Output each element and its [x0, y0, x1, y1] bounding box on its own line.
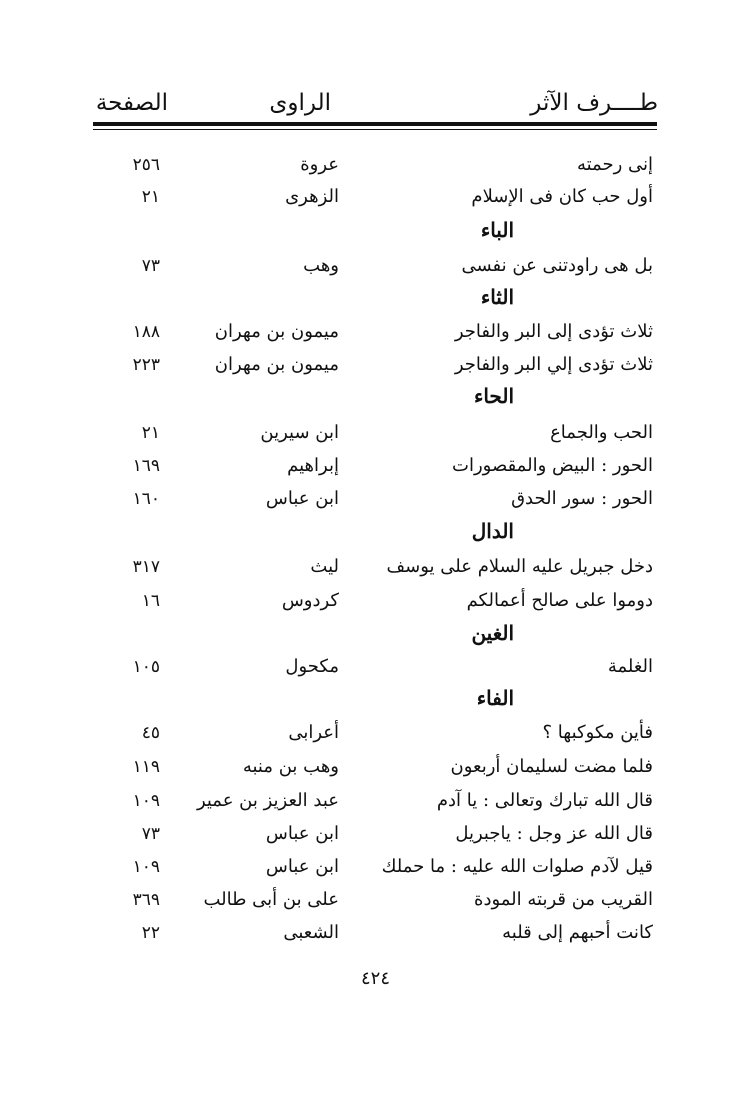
narrator-name: ميمون بن مهران: [214, 354, 339, 375]
page-ref: ٢٥٦: [132, 155, 160, 175]
narrator-name: ابن عباس: [265, 488, 339, 509]
page-ref: ١٦: [141, 591, 160, 611]
section-heading: الفاء: [476, 686, 514, 710]
athar-text: أول حب كان فى الإسلام: [471, 186, 653, 207]
page-ref: ٢٢: [141, 923, 160, 943]
page-ref: ١٠٩: [132, 791, 160, 811]
index-row: [0, 786, 751, 820]
athar-text: الحب والجماع: [550, 422, 653, 443]
page-ref: ٣١٧: [132, 557, 160, 577]
page-ref: ١١٩: [132, 757, 160, 777]
athar-text: قال الله عز وجل : ياجبريل: [455, 823, 653, 844]
narrator-name: ميمون بن مهران: [214, 321, 339, 342]
athar-text: كانت أحبهم إلى قلبه: [502, 922, 653, 943]
narrator-name: الشعبى: [283, 922, 339, 943]
index-row: [0, 150, 751, 184]
index-row: [0, 718, 751, 752]
page-ref: ٣٦٩: [132, 890, 160, 910]
narrator-name: على بن أبى طالب: [203, 889, 339, 910]
section-heading: الحاء: [473, 384, 514, 408]
index-row: [0, 819, 751, 853]
athar-text: بل هى راودتنى عن نفسى: [461, 255, 653, 276]
page-ref: ١٠٥: [132, 657, 160, 677]
section-heading: الغين: [471, 621, 514, 645]
athar-text: فلما مضت لسليمان أربعون: [450, 756, 653, 777]
page-number: ٤٢٤: [360, 968, 390, 989]
page-ref: ١٨٨: [132, 322, 160, 342]
page-ref: ٢١: [141, 423, 160, 443]
narrator-name: ابن سيرين: [260, 422, 339, 443]
narrator-name: ليث: [310, 556, 339, 577]
section-heading: الثاء: [480, 285, 514, 309]
narrator-name: الزهرى: [285, 186, 339, 207]
athar-text: قال الله تبارك وتعالى : يا آدم: [436, 790, 653, 811]
narrator-name: مكحول: [285, 656, 339, 677]
page-ref: ٤٥: [141, 723, 160, 743]
page-ref: ٢١: [141, 187, 160, 207]
column-header-page: الصفحة: [95, 90, 168, 116]
index-row: [0, 182, 751, 216]
athar-text: إنى رحمته: [576, 154, 653, 175]
athar-text: دوموا على صالح أعمالكم: [466, 590, 653, 611]
narrator-name: ابن عباس: [265, 856, 339, 877]
page-ref: ٧٣: [141, 824, 160, 844]
index-row: [0, 317, 751, 351]
narrator-name: عروة: [300, 154, 339, 175]
page-ref: ٢٢٣: [132, 355, 160, 375]
narrator-name: إبراهيم: [287, 455, 339, 476]
athar-text: الحور : البيض والمقصورات: [452, 455, 653, 476]
index-row: [0, 752, 751, 786]
page-ref: ١٦٠: [132, 489, 160, 509]
athar-text: الغلمة: [607, 656, 653, 677]
index-row: [0, 918, 751, 952]
index-row: [0, 652, 751, 686]
page-ref: ١٦٩: [132, 456, 160, 476]
narrator-name: وهب بن منبه: [242, 756, 339, 777]
narrator-name: أعرابى: [288, 722, 339, 743]
index-row: [0, 852, 751, 886]
index-row: [0, 251, 751, 285]
athar-text: القريب من قربته المودة: [474, 889, 653, 910]
athar-text: قيل لآدم صلوات الله عليه : ما حملك: [381, 856, 653, 877]
index-row: [0, 885, 751, 919]
narrator-name: ابن عباس: [265, 823, 339, 844]
index-row: [0, 418, 751, 452]
column-header-narrator: الراوى: [269, 90, 331, 116]
page-ref: ٧٣: [141, 256, 160, 276]
index-row: [0, 350, 751, 384]
athar-text: الحور : سور الحدق: [511, 488, 653, 509]
narrator-name: كردوس: [281, 590, 339, 611]
index-row: [0, 552, 751, 586]
narrator-name: عبد العزيز بن عمير: [196, 790, 339, 811]
index-row: [0, 586, 751, 620]
section-heading: الدال: [471, 519, 514, 543]
athar-text: دخل جبريل عليه السلام على يوسف: [386, 556, 653, 577]
athar-text: ثلاث تؤدى إلي البر والفاجر: [454, 354, 653, 375]
column-header-athar: طــــرف الآثر: [530, 90, 658, 116]
index-row: [0, 484, 751, 518]
page-ref: ١٠٩: [132, 857, 160, 877]
athar-text: ثلاث تؤدى إلى البر والفاجر: [454, 321, 653, 342]
athar-text: فأين مكوكبها ؟: [542, 722, 653, 743]
section-heading: الباء: [480, 218, 514, 242]
index-row: [0, 451, 751, 485]
narrator-name: وهب: [303, 255, 339, 276]
